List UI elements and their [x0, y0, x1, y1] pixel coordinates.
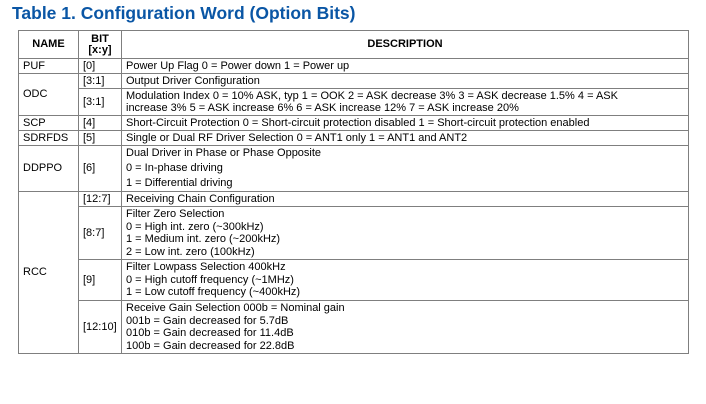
row-bit: [0]: [79, 59, 122, 74]
row-bit: [6]: [79, 146, 122, 192]
row-name: ODC: [19, 74, 79, 116]
table-row-rcc-2: [19, 207, 689, 260]
table-row-rcc-4: [19, 301, 689, 354]
row-name: SCP: [19, 116, 79, 131]
header-name: NAME: [19, 31, 79, 59]
row-description: Receiving Chain Configuration: [122, 192, 689, 207]
row-name: RCC: [19, 192, 79, 354]
row-bit: [3:1]: [79, 89, 122, 116]
description-line: Filter Zero Selection: [126, 208, 225, 220]
table-row-ddppo: [19, 146, 689, 192]
configuration-word-table: [18, 30, 689, 354]
row-description: Output Driver Configuration: [122, 74, 689, 89]
description-line: Filter Lowpass Selection 400kHz: [126, 261, 286, 274]
header-description: DESCRIPTION: [122, 31, 689, 59]
table-row-odc-1: [19, 74, 689, 89]
header-row: [19, 31, 689, 59]
description-line: 0 = High int. zero (~300kHz): [126, 220, 264, 233]
description-line: 001b = Gain decreased for 5.7dB: [126, 314, 289, 327]
description-line: 1 = Medium int. zero (~200kHz): [126, 233, 281, 245]
row-name: SDRFDS: [19, 131, 79, 146]
table-row-odc-2: [19, 89, 689, 116]
row-description: [122, 146, 689, 192]
row-name: PUF: [19, 59, 79, 74]
header-bit: [79, 31, 122, 59]
description-line: 0 = High cutoff frequency (~1MHz): [126, 273, 294, 286]
table-row-rcc-3: [19, 260, 689, 301]
row-bit: [8:7]: [79, 207, 122, 260]
table-row-scp: [19, 116, 689, 131]
description-line: Dual Driver in Phase or Phase Opposite: [126, 147, 322, 159]
row-description: Short-Circuit Protection 0 = Short-circuit protection disabled 1 = Short-circuit protection enabled: [122, 116, 689, 131]
description-line: 1 = Low cutoff frequency (~400kHz): [126, 286, 301, 299]
description-line: 010b = Gain decreased for 11.4dB: [126, 327, 294, 339]
header-bit-line2: [x:y]: [88, 43, 112, 56]
table-row-puf: [19, 59, 689, 74]
description-line: 1 = Differential driving: [126, 177, 233, 189]
row-bit: [12:7]: [79, 192, 122, 207]
table-row-sdrfds: [19, 131, 689, 146]
row-description: [122, 207, 689, 260]
description-line: Modulation Index 0 = 10% ASK, typ 1 = OOK 2 = ASK decrease 3% 3 = ASK decrease 1.5% 4 = ASK: [126, 89, 618, 102]
table-row-rcc-1: [19, 192, 689, 207]
row-description: [122, 260, 689, 301]
description-line: 100b = Gain decreased for 22.8dB: [126, 339, 295, 352]
row-description: Single or Dual RF Driver Selection 0 = ANT1 only 1 = ANT1 and ANT2: [122, 131, 689, 146]
row-description: Power Up Flag 0 = Power down 1 = Power up: [122, 59, 689, 74]
row-bit: [3:1]: [79, 74, 122, 89]
header-bit-line1: BIT: [91, 32, 109, 45]
description-line: 2 = Low int. zero (100kHz): [126, 245, 255, 258]
description-line: Receive Gain Selection 000b = Nominal gain: [126, 302, 345, 314]
row-name: DDPPO: [19, 146, 79, 192]
row-bit: [12:10]: [79, 301, 122, 354]
table-title: Table 1. Configuration Word (Option Bits): [12, 3, 356, 23]
row-bit: [9]: [79, 260, 122, 301]
row-description: [122, 301, 689, 354]
row-description: [122, 89, 689, 116]
row-bit: [5]: [79, 131, 122, 146]
description-line: 0 = In-phase driving: [126, 162, 223, 174]
description-line: increase 3% 5 = ASK increase 6% 6 = ASK increase 12% 7 = ASK increase 20%: [126, 102, 519, 114]
row-bit: [4]: [79, 116, 122, 131]
